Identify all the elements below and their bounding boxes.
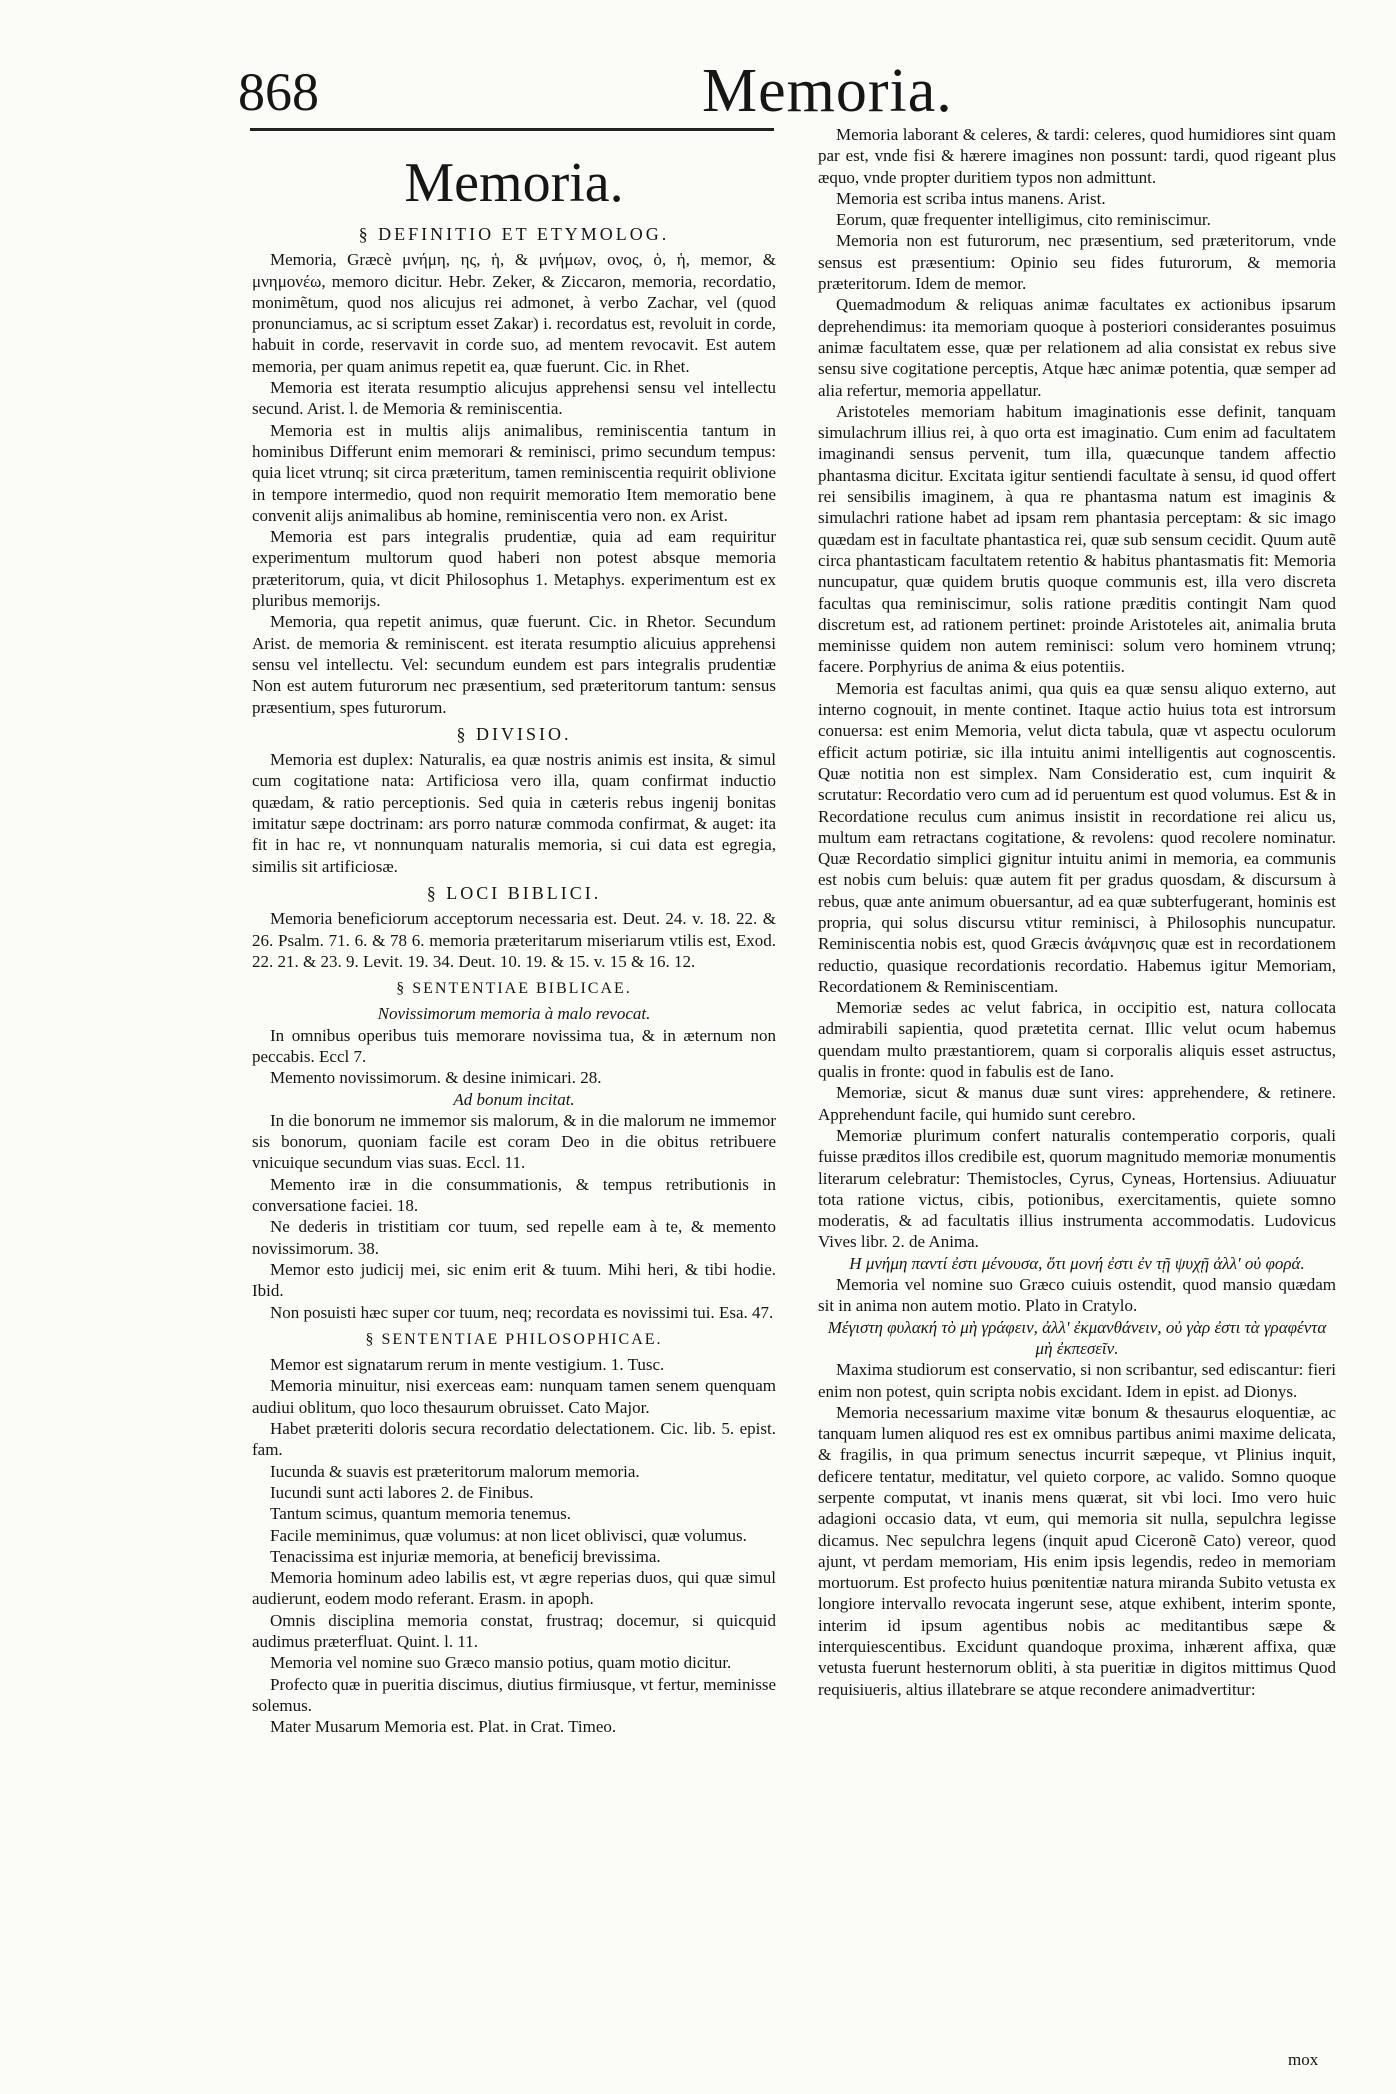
left-column	[252, 150, 776, 2050]
page-number: 868	[238, 62, 319, 122]
paragraph: Memoria est pars integralis prudentiæ, quia ad eam requiritur experimentum multorum quod haberi non potest absque memoria præteritorum, quia, vt dicit Philosophus 1. Metaphys. experimentum est ex pluribus memorijs.	[252, 527, 776, 611]
paragraph: Memoria est scriba intus manens. Arist.	[836, 188, 1106, 208]
paragraph: Eorum, quæ frequenter intelligimus, cito reminiscimur.	[836, 210, 1211, 230]
paragraph: Mater Musarum Memoria est. Plat. in Crat. Timeo.	[270, 1717, 617, 1737]
paragraph: Memoria, qua repetit animus, quæ fuerunt. Cic. in Rhetor. Secundum Arist. de memoria & reminiscent. est iterata resumptio alicuius apprehensi sensu vel intellectu. Vel: secundum eundem est pars integralis prudentiæ Non est autem futurorum nec præsentium, sed præteritorum tantum: sensus præsentium, spes futurorum.	[252, 612, 776, 717]
paragraph: Quemadmodum & reliquas animæ facultates ex actionibus ipsarum deprehendimus: ita memoriam quoque à posteriori considerantes posuimus animæ facultatem esse, quæ per relationem ad alia consistat ex rebus sive sensu sive cogitatione perceptis, Atque hæc animæ potentia, quæ semper ad alia refertur, memoria appellatur.	[818, 295, 1336, 400]
header-rule	[250, 128, 774, 131]
paragraph: Memoria necessarium maxime vitæ bonum & thesaurus eloquentiæ, ac tanquam lumen aliquod res est ex omnibus partibus animi maxime delicata, & fragilis, in qua primum senectus incurrit sæpeque, vt Plinius inquit, deficere tentatur, meditatur, vel quieto corpore, ac valido. Somno quoque serpente computat, vt inanis mens quærat, sit vbi loci. Imo vero huic adagioni occasio data, vt eum, qui memoria sit nulla, sepulchra legisse dicamus. Nec sepulchra legens (inquit apud Ciceronẽ Cato) vereor, quod ajunt, vt perdam memoriam, His enim ipsis legendis, redeo in memoriam mortuorum. Est profecto huius pœnitentiæ natura miranda Subito vetusta ex longiore intervallo revocata ingerunt sese, atque exhibent, interim sponte, interim id ipsum agentibus nobis ac meditantibus sæpe & interquiescentibus. Excidunt quandoque proxima, inhærent affixa, quæ vetusta fuerunt hesternorum obliti, à sta pueritiæ in digitos mittimus Quod requisiueris, altius illatebrare se atque recondere animadvertitur:	[818, 1402, 1336, 1699]
paragraph: Iucunda & suavis est præteritorum malorum memoria.	[270, 1461, 640, 1481]
entry-title: Memoria.	[404, 152, 624, 214]
paragraph: Memoria beneficiorum acceptorum necessaria est. Deut. 24. v. 18. 22. & 26. Psalm. 71. 6. & 78 6. memoria præteritarum miseriarum vtilis est, Exod. 22. 21. & 23. 9. Levit. 19. 34. Deut. 10. 19. & 15. v. 15 & 16. 12.	[252, 909, 776, 971]
section-heading: § SENTENTIAE PHILOSOPHICAE.	[365, 1330, 663, 1348]
sub-heading: Novissimorum memoria à malo revocat.	[377, 1004, 651, 1024]
sub-heading: Ad bonum incitat.	[453, 1089, 575, 1109]
paragraph: Omnis disciplina memoria constat, frustraq; docemur, si quicquid audimus præterfluat. Quint. l. 11.	[252, 1610, 776, 1651]
paragraph: Iucundi sunt acti labores 2. de Finibus.	[270, 1482, 534, 1502]
section-heading: § DIVISIO.	[456, 723, 572, 744]
paragraph: Ne dederis in tristitiam cor tuum, sed repelle eam à te, & memento novissimorum. 38.	[252, 1217, 776, 1258]
paragraph: Maxima studiorum est conservatio, si non scribantur, sed ediscantur: fieri enim non potest, quin scripta nobis excidant. Idem in epist. ad Dionys.	[818, 1360, 1336, 1401]
paragraph: Memoriæ sedes ac velut fabrica, in occipitio est, natura collocata admirabili sapientia, quod prætetita cernat. Illic velut ocum habemus quendam multo præstantiorem, quam si corporalis aliquis esset astructus, qualis in fronte: quod in fabulis est de Iano.	[818, 998, 1336, 1082]
running-head: Memoria.	[702, 57, 953, 125]
paragraph: In omnibus operibus tuis memorare novissima tua, & in æternum non peccabis. Eccl 7.	[252, 1025, 776, 1066]
paragraph: Memoria vel nomine suo Græco cuiuis ostendit, quod mansio quædam sit in anima non autem motio. Plato in Cratylo.	[818, 1275, 1336, 1316]
paragraph: Tantum scimus, quantum memoria tenemus.	[270, 1504, 571, 1524]
paragraph: Non posuisti hæc super cor tuum, neq; recordata es novissimi tui. Esa. 47.	[270, 1302, 774, 1322]
paragraph: Memoria est iterata resumptio alicujus apprehensi sensu vel intellectu secund. Arist. l. de Memoria & reminiscentia.	[252, 378, 776, 419]
sub-heading: Μέγιστη φυλακή τὸ μὴ γράφειν, ἀλλ' ἐκμανθάνειν, οὐ γὰρ ἐστι τὰ γραφέντα μὴ ἐκπεσεῖν.	[827, 1317, 1327, 1358]
paragraph: Memento novissimorum. & desine inimicari. 28.	[270, 1068, 602, 1088]
section-heading: § SENTENTIAE BIBLICAE.	[396, 980, 632, 998]
sub-heading: Η μνήμη παντί ἐστι μένουσα, ὅτι μονή ἐστι ἐν τῇ ψυχῇ ἀλλ' οὐ φορά.	[849, 1253, 1305, 1273]
paragraph: Memoria non est futurorum, nec præsentium, sed præteritorum, vnde sensus est præsentium: Opinio seu fides futurorum, & memoria præteritorum. Idem de memor.	[818, 231, 1336, 294]
paragraph: Memoriæ plurimum confert naturalis contemperatio corporis, quali fuisse præditos illos credibile est, quorum magnitudo memoriæ monumentis literarum celebratur: Themistocles, Cyrus, Cyneas, Hortensius. Adiuuatur tota ratione victus, cibis, potionibus, exercitamentis, quiete somno moderatis, & ad facultatis illius instrumenta accommodatis. Ludovicus Vives libr. 2. de Anima.	[818, 1125, 1336, 1252]
paragraph: Memoria est duplex: Naturalis, ea quæ nostris animis est insita, & simul cum cogitatione nata: Artificiosa vero illa, quam confirmat inductio quædam, & ratio perceptionis. Sed quia in cæteris rebus ingenij bonitas imitatur sæpe doctrinam: ars porro naturæ commoda confirmat, & auget: ita fit in hac re, vt nonnunquam naturalis memoria, si cui data est egregia, similis sit artificiosæ.	[252, 750, 776, 876]
paragraph: Aristoteles memoriam habitum imaginationis esse definit, tanquam simulachrum illius rei, à quo orta est imaginatio. Cum enim ad facultatem imaginandi sensus pervenit, tum illa, quæcunque tandem affectio phantasma dicitur. Excitata igitur sentiendi facultate à sensu, id quod offert rei sensibilis imaginem, à qua re phantasma natum est imaginis & simulachri ratione habet ad ipsam rem phantasia perceptam: & sic imago quædam est in facultate phantastica rei, quæ sub sensum cecidit. Quum autẽ circa phantasticam facultatem retentio & habitus phantasmatis fit: Memoria nuncupatur, quæ quidem brutis quoque communis est, illa vero discreta facultas qua reminiscimur, solis ratione præditis contingit Nam quod discretum est, ad rationem pertinet: proinde Aristoteles ait, animalia bruta meminisse quidem non autem reminisci: solum vero hominem vtrunq; facere. Porphyrius de anima & eius potentiis.	[818, 401, 1336, 677]
right-column	[818, 124, 1336, 2074]
left-sections	[252, 224, 776, 1737]
paragraph: Memento iræ in die consummationis, & tempus retributionis in conversatione faciei. 18.	[252, 1174, 776, 1216]
paragraph: Memor esto judicij mei, sic enim erit & tuum. Mihi heri, & tibi hodie. Ibid.	[252, 1259, 776, 1301]
paragraph: Memoria vel nomine suo Græco mansio potius, quam motio dicitur.	[270, 1653, 732, 1673]
paragraph: Memoria minuitur, nisi exerceas eam: nunquam tamen senem quenquam audiui oblitum, quo loco thesaurum obruisset. Cato Major.	[252, 1376, 776, 1417]
catchword: mox	[1288, 2050, 1319, 2069]
paragraph: Memoriæ, sicut & manus duæ sunt vires: apprehendere, & retinere. Apprehendunt facile, qui humido sunt cerebro.	[818, 1083, 1336, 1124]
section-heading: § DEFINITIO ET ETYMOLOG.	[358, 224, 670, 244]
paragraph: Memoria est facultas animi, qua quis ea quæ sensu aliquo externo, aut interno cognouit, in mente continet. Itaque actio huius tota est introrsum conuersa: est enim Memoria, velut dicta tabula, quæ vt aspectu oculorum efficit actum potiriæ, sic illa intuitu animi intelligentis aut cognoscentis. Quæ notitia non est simplex. Nam Consideratio est, cum inquirit & scrutatur: Recordatio vero cum ad id peruentum est quod volumus. Est & in Recordatione reculus cum animus insistit in recordatione rei alicu us, multum eam retractans cogitatione, & revolens: quod recolere nominatur. Quæ Recordatio simplici gignitur intuitu animi in memoria, ea communis est nobis cum beluis: quæ autem fit per gradus quosdam, & discursum à rebus, quæ ante animum obuersantur, ad ea quæ subterfugerant, hominis est propria, qui solus discursu vtitur reminisci, à Philosophis nuncupatur. Reminiscentia nobis est, quod Græcis ἀνάμνησις quæ est in recordationem reductio, quasique recordationis recordatio. Habemus igitur Memoriam, Recordationem & Reminiscentiam.	[818, 678, 1336, 996]
paragraph: Profecto quæ in pueritia discimus, diutius firmiusque, vt fertur, meminisse solemus.	[252, 1674, 776, 1715]
paragraph: Memoria, Græcè μνήμη, ης, ἡ, & μνήμων, ονος, ὁ, ἡ, memor, & μνημονέω, memoro dicitur. Hebr. Zeker, & Ziccaron, memoria, recordatio, monimẽtum, quod nos alicujus rei admonet, à verbo Zachar, vel (quod pronunciamus, ac si scriptum esset Zakar) i. recordatus est, revoluit in corde, habuit in corde, reservavit in corde suo, ad mentem revocavit. Est autem memoria, per quam animus repetit ea, quæ fuerunt. Cic. in Rhet.	[252, 250, 776, 376]
section-heading: § LOCI BIBLICI.	[426, 882, 602, 903]
paragraph: Facile meminimus, quæ volumus: at non licet oblivisci, quæ volumus.	[270, 1525, 747, 1545]
paragraph: Memor est signatarum rerum in mente vestigium. 1. Tusc.	[270, 1355, 665, 1375]
paragraph: Memoria laborant & celeres, & tardi: celeres, quod humidiores sint quam par est, vnde fisi & hærere imagines non possunt: tardi, quod rigeant plus æquo, vnde propter duritiem typos non admittunt.	[818, 125, 1336, 187]
paragraph: Habet præteriti doloris secura recordatio delectationem. Cic. lib. 5. epist. fam.	[252, 1419, 776, 1460]
paragraph: Memoria est in multis alijs animalibus, reminiscentia tantum in hominibus Differunt enim memorari & reminisci, primo secundum tempus: quia licet vtrunq; sit circa præteritum, tamen reminiscentia requirit oblivione in tempore intermedio, quod non requirit memoratio Item memoratio bene convenit alijs animalibus ab homine, reminiscentia vero non. ex Arist.	[252, 420, 776, 525]
paragraph: In die bonorum ne immemor sis malorum, & in die malorum ne immemor sis bonorum, quoniam facile est coram Deo in die obitus retribuere vnicuique secundum vias suas. Eccl. 11.	[252, 1110, 776, 1173]
paragraph: Memoria hominum adeo labilis est, vt ægre reperias duos, qui quæ simul audierunt, eodem modo referant. Erasm. in apoph.	[252, 1568, 776, 1609]
paragraph: Tenacissima est injuriæ memoria, at beneficij brevissima.	[270, 1546, 661, 1566]
